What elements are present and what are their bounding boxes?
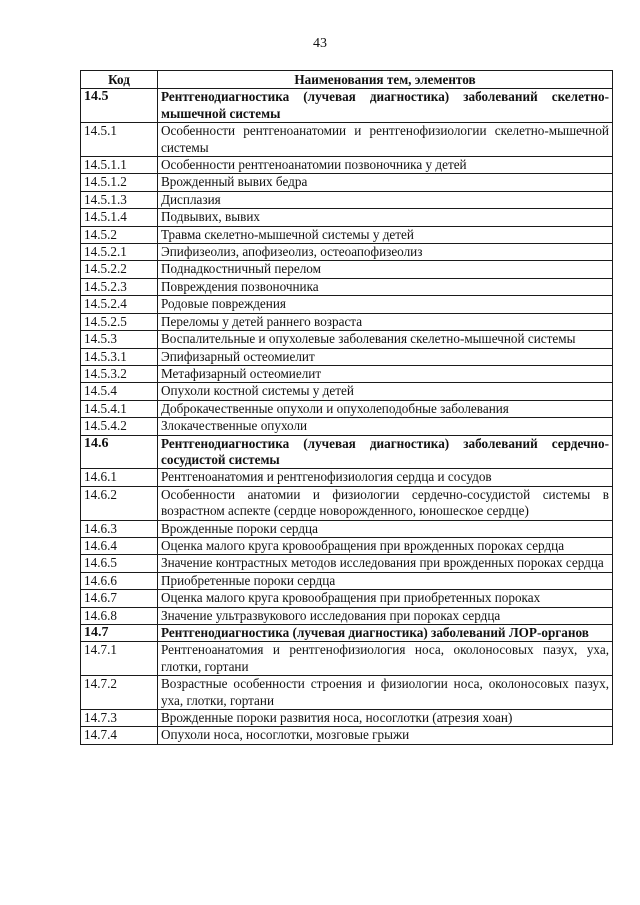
- row-code: 14.7.1: [81, 642, 158, 676]
- row-topic-name: Рентгенодиагностика (лучевая диагностика) заболеваний скелетно-мышечной системы: [158, 89, 613, 123]
- row-topic-name: Родовые повреждения: [158, 296, 613, 313]
- row-topic-name: Особенности анатомии и физиологии сердечно-сосудистой системы в возрастном аспекте (сердце новорожденного, юношеское сердце): [158, 486, 613, 520]
- row-code: 14.6.5: [81, 555, 158, 572]
- row-topic-name: Подвывих, вывих: [158, 209, 613, 226]
- row-topic-name: Доброкачественные опухоли и опухолеподобные заболевания: [158, 400, 613, 417]
- row-code: 14.5.2.3: [81, 278, 158, 295]
- row-code: 14.5.3.1: [81, 348, 158, 365]
- row-topic-name: Злокачественные опухоли: [158, 418, 613, 435]
- table-row: [81, 365, 613, 382]
- table-row: [81, 383, 613, 400]
- row-code: 14.7: [81, 625, 158, 642]
- table-row: [81, 607, 613, 624]
- table-body: [81, 89, 613, 744]
- row-code: 14.5.1: [81, 123, 158, 157]
- table-row: [81, 226, 613, 243]
- row-topic-name: Рентгеноанатомия и рентгенофизиология сердца и сосудов: [158, 469, 613, 486]
- table-section-row: [81, 89, 613, 123]
- table-row: [81, 520, 613, 537]
- row-code: 14.6.8: [81, 607, 158, 624]
- row-topic-name: Эпифизеолиз, апофизеолиз, остеоапофизеолиз: [158, 244, 613, 261]
- row-code: 14.7.4: [81, 727, 158, 744]
- row-topic-name: Опухоли костной системы у детей: [158, 383, 613, 400]
- topics-table: [80, 70, 613, 745]
- table-row: [81, 400, 613, 417]
- row-topic-name: Рентгеноанатомия и рентгенофизиология носа, околоносовых пазух, уха, глотки, гортани: [158, 642, 613, 676]
- table-row: [81, 244, 613, 261]
- table-row: [81, 572, 613, 589]
- row-topic-name: Травма скелетно-мышечной системы у детей: [158, 226, 613, 243]
- row-code: 14.5: [81, 89, 158, 123]
- table-row: [81, 191, 613, 208]
- row-code: 14.5.1.2: [81, 174, 158, 191]
- table-row: [81, 486, 613, 520]
- table-row: [81, 710, 613, 727]
- table-row: [81, 157, 613, 174]
- table-row: [81, 313, 613, 330]
- row-topic-name: Особенности рентгеноанатомии позвоночника у детей: [158, 157, 613, 174]
- table-row: [81, 331, 613, 348]
- row-code: 14.5.3.2: [81, 365, 158, 382]
- row-topic-name: Эпифизарный остеомиелит: [158, 348, 613, 365]
- row-code: 14.6.4: [81, 537, 158, 554]
- row-topic-name: Возрастные особенности строения и физиологии носа, околоносовых пазух, уха, глотки, гортани: [158, 676, 613, 710]
- table-row: [81, 123, 613, 157]
- row-topic-name: Метафизарный остеомиелит: [158, 365, 613, 382]
- row-code: 14.7.2: [81, 676, 158, 710]
- table-header-row: [81, 71, 613, 89]
- row-topic-name: Переломы у детей раннего возраста: [158, 313, 613, 330]
- row-code: 14.5.4.1: [81, 400, 158, 417]
- table-row: [81, 209, 613, 226]
- table-section-row: [81, 435, 613, 469]
- table-row: [81, 727, 613, 744]
- table-row: [81, 261, 613, 278]
- row-code: 14.5.2: [81, 226, 158, 243]
- row-topic-name: Рентгенодиагностика (лучевая диагностика) заболеваний сердечно-сосудистой системы: [158, 435, 613, 469]
- table-row: [81, 642, 613, 676]
- row-topic-name: Врожденные пороки развития носа, носоглотки (атрезия хоан): [158, 710, 613, 727]
- row-code: 14.6.2: [81, 486, 158, 520]
- table-row: [81, 469, 613, 486]
- table-row: [81, 590, 613, 607]
- column-header-code: Код: [81, 71, 158, 89]
- row-topic-name: Повреждения позвоночника: [158, 278, 613, 295]
- table-row: [81, 174, 613, 191]
- table-section-row: [81, 625, 613, 642]
- row-topic-name: Врожденный вывих бедра: [158, 174, 613, 191]
- row-topic-name: Рентгенодиагностика (лучевая диагностика) заболеваний ЛОР-органов: [158, 625, 613, 642]
- row-topic-name: Воспалительные и опухолевые заболевания скелетно-мышечной системы: [158, 331, 613, 348]
- row-topic-name: Особенности рентгеноанатомии и рентгенофизиологии скелетно-мышечной системы: [158, 123, 613, 157]
- row-code: 14.5.1.1: [81, 157, 158, 174]
- row-code: 14.5.1.3: [81, 191, 158, 208]
- table-row: [81, 278, 613, 295]
- row-code: 14.6.3: [81, 520, 158, 537]
- row-topic-name: Поднадкостничный перелом: [158, 261, 613, 278]
- row-topic-name: Оценка малого круга кровообращения при врожденных пороках сердца: [158, 537, 613, 554]
- row-code: 14.5.4.2: [81, 418, 158, 435]
- row-topic-name: Опухоли носа, носоглотки, мозговые грыжи: [158, 727, 613, 744]
- table-row: [81, 348, 613, 365]
- row-code: 14.5.3: [81, 331, 158, 348]
- page-number: 43: [313, 36, 327, 51]
- table-row: [81, 676, 613, 710]
- row-topic-name: Значение контрастных методов исследования при врожденных пороках сердца: [158, 555, 613, 572]
- row-code: 14.5.2.1: [81, 244, 158, 261]
- row-topic-name: Приобретенные пороки сердца: [158, 572, 613, 589]
- row-code: 14.6.6: [81, 572, 158, 589]
- table-row: [81, 555, 613, 572]
- row-code: 14.5.2.5: [81, 313, 158, 330]
- row-code: 14.6: [81, 435, 158, 469]
- table-row: [81, 296, 613, 313]
- row-topic-name: Оценка малого круга кровообращения при приобретенных пороках: [158, 590, 613, 607]
- row-topic-name: Врожденные пороки сердца: [158, 520, 613, 537]
- table-row: [81, 537, 613, 554]
- row-code: 14.5.4: [81, 383, 158, 400]
- row-topic-name: Значение ультразвукового исследования при пороках сердца: [158, 607, 613, 624]
- row-topic-name: Дисплазия: [158, 191, 613, 208]
- table-row: [81, 418, 613, 435]
- row-code: 14.6.1: [81, 469, 158, 486]
- row-code: 14.5.2.4: [81, 296, 158, 313]
- row-code: 14.5.2.2: [81, 261, 158, 278]
- row-code: 14.5.1.4: [81, 209, 158, 226]
- row-code: 14.6.7: [81, 590, 158, 607]
- row-code: 14.7.3: [81, 710, 158, 727]
- column-header-name: Наименования тем, элементов: [158, 71, 613, 89]
